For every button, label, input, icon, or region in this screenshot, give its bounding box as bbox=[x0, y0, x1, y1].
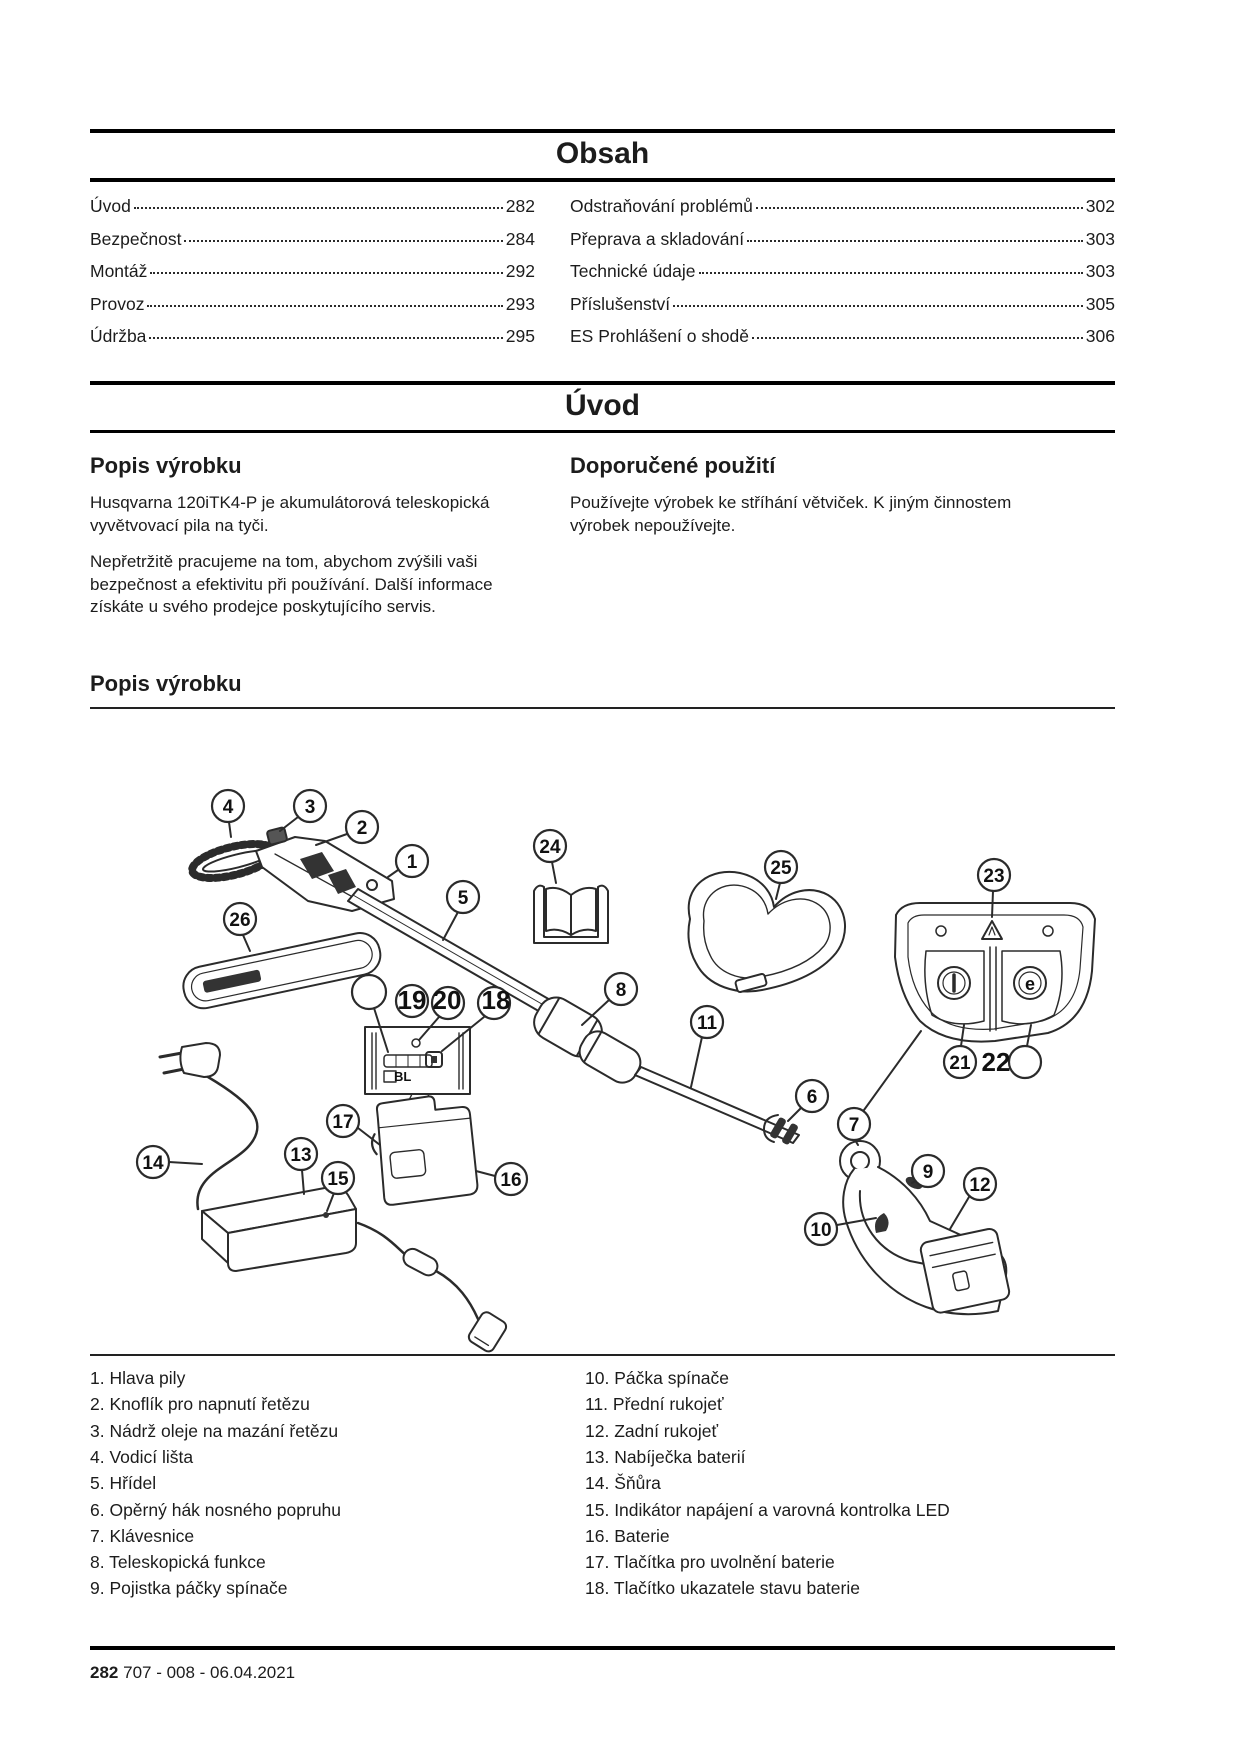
toc-entry-page: 303 bbox=[1085, 261, 1115, 282]
toc-entry-page: 306 bbox=[1085, 326, 1115, 347]
toc-entry-label: Úvod bbox=[90, 196, 131, 216]
callout-17 bbox=[327, 1105, 380, 1145]
part-item: 2. Knoflík pro napnutí řetězu bbox=[90, 1394, 310, 1415]
toc-entry-page: 302 bbox=[1085, 196, 1115, 216]
table-of-contents bbox=[90, 196, 1115, 359]
keypad-panel-drawing bbox=[895, 903, 1095, 1042]
parts-list bbox=[90, 1354, 1115, 1602]
toc-entry-label: Bezpečnost bbox=[90, 228, 182, 249]
footer-divider bbox=[90, 1646, 1115, 1650]
toc-entry-label: Provoz bbox=[90, 293, 145, 314]
svg-text:25: 25 bbox=[770, 858, 792, 880]
toc-entry-page: 305 bbox=[1085, 293, 1115, 314]
power-cord-drawing bbox=[160, 1043, 257, 1209]
toc-entry bbox=[90, 294, 535, 327]
part-item: 12. Zadní rukojeť bbox=[585, 1420, 719, 1441]
svg-text:e: e bbox=[1024, 974, 1036, 995]
part-item: 17. Tlačítka pro uvolnění baterie bbox=[585, 1552, 835, 1573]
toc-entry bbox=[570, 326, 1115, 359]
toc-column-left bbox=[90, 196, 535, 359]
svg-text:18: 18 bbox=[481, 985, 511, 1016]
svg-text:7: 7 bbox=[848, 1115, 860, 1137]
svg-text:26: 26 bbox=[229, 910, 251, 932]
svg-text:11: 11 bbox=[696, 1013, 718, 1035]
toc-entry bbox=[570, 229, 1115, 262]
toc-entry-page: 292 bbox=[505, 261, 535, 282]
toc-entry-label: Montáž bbox=[90, 261, 148, 282]
recommended-use-paragraph: Používejte výrobek ke stříhání větviček. K jiným činnostem výrobek nepoužívejte. bbox=[570, 492, 1012, 535]
battery-drawing bbox=[368, 1092, 479, 1206]
toc-column-right bbox=[570, 196, 1115, 359]
dot-leader bbox=[756, 207, 1083, 209]
toc-entry bbox=[570, 196, 1115, 229]
power-button-icon bbox=[938, 967, 970, 999]
battery-release-button-drawing bbox=[371, 1134, 377, 1154]
callout-9 bbox=[912, 1155, 944, 1187]
toc-entry-page: 284 bbox=[505, 228, 535, 249]
bl-label: BL bbox=[394, 1069, 412, 1085]
part-item: 6. Opěrný hák nosného popruhu bbox=[90, 1499, 342, 1520]
parts-list-left bbox=[90, 1365, 550, 1602]
callout-3 bbox=[280, 790, 326, 831]
section-title-uvod: Úvod bbox=[90, 381, 1115, 433]
save-mode-button-icon bbox=[1014, 967, 1046, 999]
toc-entry-page: 282 bbox=[505, 196, 535, 216]
svg-text:16: 16 bbox=[500, 1170, 522, 1192]
callout-14 bbox=[137, 1146, 202, 1178]
oil-cap-drawing bbox=[267, 827, 288, 845]
intro-section bbox=[90, 453, 1115, 633]
charger-connector-drawing bbox=[467, 1310, 509, 1354]
toc-entry-label: Technické údaje bbox=[570, 261, 696, 282]
part-item: 4. Vodicí lišta bbox=[90, 1446, 194, 1467]
part-item: 3. Nádrž oleje na mazání řetězu bbox=[90, 1420, 339, 1441]
page-footer bbox=[90, 1663, 1115, 1683]
dot-leader bbox=[150, 272, 502, 274]
intro-left-column bbox=[90, 453, 535, 633]
part-item: 18. Tlačítko ukazatele stavu baterie bbox=[585, 1578, 860, 1599]
toc-entry bbox=[90, 196, 535, 229]
callout-5 bbox=[443, 881, 479, 940]
toc-entry bbox=[90, 326, 535, 359]
callout-12 bbox=[950, 1168, 996, 1229]
part-item: 9. Pojistka páčky spínače bbox=[90, 1578, 288, 1599]
part-item: 15. Indikátor napájení a varovná kontrolka LED bbox=[585, 1499, 950, 1520]
charger-led-icon bbox=[323, 1212, 329, 1218]
svg-text:12: 12 bbox=[969, 1175, 991, 1197]
svg-text:10: 10 bbox=[810, 1220, 832, 1242]
svg-text:5: 5 bbox=[457, 888, 469, 910]
part-item: 8. Teleskopická funkce bbox=[90, 1552, 266, 1573]
dot-leader bbox=[149, 337, 502, 339]
part-item: 10. Páčka spínače bbox=[585, 1368, 729, 1389]
callout-11 bbox=[691, 1006, 723, 1087]
document-number: 707 - 008 - 06.04.2021 bbox=[123, 1662, 296, 1682]
toc-entry bbox=[90, 229, 535, 262]
svg-text:3: 3 bbox=[304, 797, 316, 819]
page-number: 282 bbox=[90, 1662, 119, 1682]
dot-leader bbox=[747, 240, 1083, 242]
manual-book-icon bbox=[534, 886, 608, 943]
battery-charger-drawing bbox=[202, 1187, 508, 1354]
shoulder-strap-drawing bbox=[688, 872, 845, 993]
toc-entry-label: Příslušenství bbox=[570, 293, 671, 314]
callout-24 bbox=[534, 830, 566, 883]
callout-26 bbox=[224, 903, 256, 951]
dot-leader bbox=[699, 272, 1083, 274]
part-item: 14. Šňůra bbox=[585, 1473, 661, 1494]
recommended-use-heading: Doporučené použití bbox=[570, 452, 776, 478]
part-item: 7. Klávesnice bbox=[90, 1525, 195, 1546]
svg-text:2: 2 bbox=[356, 818, 368, 840]
svg-text:22: 22 bbox=[981, 1047, 1011, 1078]
product-description-heading: Popis výrobku bbox=[90, 452, 242, 478]
toc-entry bbox=[570, 261, 1115, 294]
callout-7 bbox=[838, 1031, 921, 1145]
svg-text:19: 19 bbox=[397, 985, 427, 1016]
product-overview-heading: Popis výrobku bbox=[90, 671, 242, 697]
part-item: 13. Nabíječka baterií bbox=[585, 1446, 746, 1467]
part-item: 16. Baterie bbox=[585, 1525, 670, 1546]
toc-title: Obsah bbox=[90, 129, 1115, 182]
toc-entry-page: 303 bbox=[1085, 228, 1115, 249]
callout-4 bbox=[212, 790, 244, 837]
toc-entry-label: ES Prohlášení o shodě bbox=[570, 326, 750, 347]
tension-knob-drawing bbox=[367, 880, 377, 890]
callout-8 bbox=[582, 973, 637, 1025]
svg-text:8: 8 bbox=[615, 980, 627, 1002]
toc-entry-label: Údržba bbox=[90, 326, 147, 347]
svg-text:4: 4 bbox=[222, 797, 234, 819]
toc-entry bbox=[570, 294, 1115, 327]
dot-leader bbox=[184, 240, 502, 242]
svg-text:20: 20 bbox=[432, 985, 462, 1016]
svg-text:9: 9 bbox=[922, 1162, 934, 1184]
callout-16 bbox=[476, 1163, 527, 1195]
part-item: 11. Přední rukojeť bbox=[585, 1394, 724, 1415]
svg-text:24: 24 bbox=[539, 837, 561, 859]
intro-right-column bbox=[570, 453, 1115, 633]
product-diagram bbox=[90, 709, 1115, 1354]
telescopic-coupling-drawing bbox=[528, 991, 799, 1143]
toc-entry-label: Odstraňování problémů bbox=[570, 196, 753, 216]
callout-2 bbox=[316, 811, 378, 845]
svg-text:21: 21 bbox=[949, 1053, 971, 1075]
parts-list-right bbox=[585, 1365, 1115, 1602]
part-item: 5. Hřídel bbox=[90, 1473, 157, 1494]
svg-text:15: 15 bbox=[327, 1169, 349, 1191]
product-description-paragraph: Nepřetržitě pracujeme na tom, abychom zvýšili vaši bezpečnost a efektivitu při používání. Další informace získáte u svého prodejce poskytujícího servis. bbox=[90, 552, 493, 617]
dot-leader bbox=[752, 337, 1083, 339]
callout-13 bbox=[285, 1138, 317, 1194]
dot-leader bbox=[673, 305, 1083, 307]
svg-text:17: 17 bbox=[332, 1112, 354, 1134]
callout-6 bbox=[788, 1080, 828, 1121]
svg-text:14: 14 bbox=[142, 1153, 164, 1175]
toc-entry-page: 295 bbox=[505, 326, 535, 347]
callout-1 bbox=[388, 845, 428, 877]
toc-entry-page: 293 bbox=[505, 293, 535, 314]
toc-entry-label: Přeprava a skladování bbox=[570, 228, 745, 249]
toc-entry bbox=[90, 261, 535, 294]
part-item: 1. Hlava pily bbox=[90, 1368, 186, 1389]
svg-text:23: 23 bbox=[983, 866, 1005, 888]
svg-text:13: 13 bbox=[290, 1145, 312, 1167]
dot-leader bbox=[134, 207, 503, 209]
svg-text:1: 1 bbox=[406, 852, 418, 874]
callout-25 bbox=[765, 851, 797, 899]
svg-text:6: 6 bbox=[806, 1087, 818, 1109]
product-description-paragraph: Husqvarna 120iTK4-P je akumulátorová teleskopická vyvětvovací pila na tyči. bbox=[90, 492, 490, 535]
dot-leader bbox=[147, 305, 502, 307]
